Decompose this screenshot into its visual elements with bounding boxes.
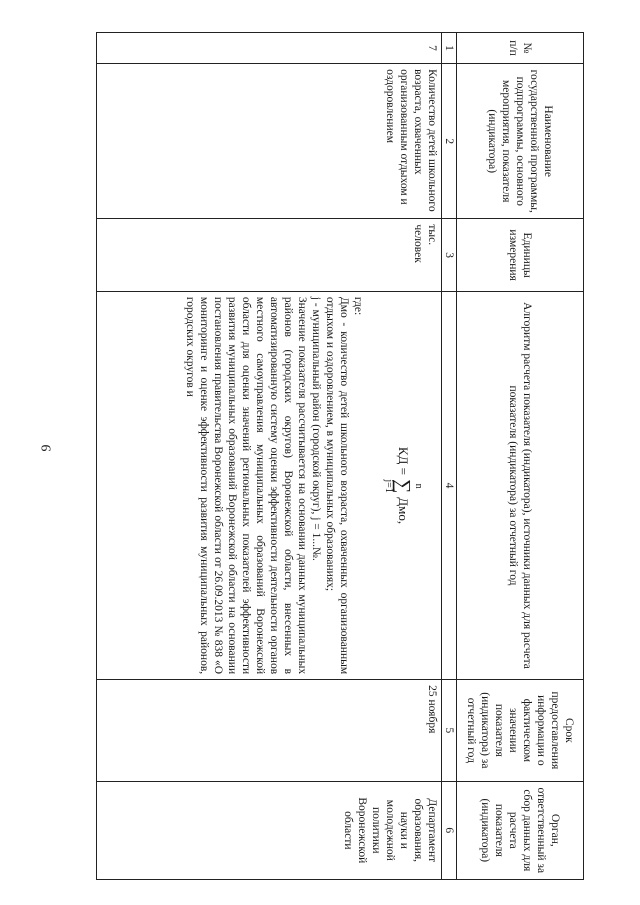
formula [383,297,423,674]
data-source: Значение показателя рассчитывается на основании данных муниципальных районов (городских округов) Воронежской области, внесенных в автоматизированную систему оценки эффективности деятельности органов местного самоуправления муниципальных образований Воронежской области для оценки значений региональных показателей эффективности развития муниципальных образований Воронежской области на основании постановления правительства Воронежской области от 26.09.2013 № 838 «О мониторинге и оценке эффективности развития муниципальных районов, городских округов и [183,296,308,675]
sum-upper: n [412,483,424,489]
header-agency: Орган, ответственный за сбор данных для расчета показателя (индикатора) [457,781,584,879]
indicator-algorithm [96,291,441,679]
sum-lower: j=1 [382,479,394,493]
header-unit: Единицы измерения [457,219,584,291]
where-label: где: [351,296,364,316]
responsible-agency: Департамент образования, науки и молодежной политики Воронежской области [96,781,441,879]
column-number: 5 [441,680,456,781]
sum-symbol [383,479,423,493]
column-number: 4 [441,291,456,679]
header-name: Наименование государственной программы, подпрограммы, основного мероприятия, показателя (индикатора) [457,64,584,219]
header-algorithm: Алгоритм расчета показателя (индикатора), источники данных для расчета показателя (индикатора) за отчетный год [457,291,584,679]
indicator-unit: тыс. человек [96,219,441,291]
indicator-name: Количество детей школьного возраста, охваченных организованным отдыхом и оздоровлением [96,64,441,219]
header-deadline: Срок предоставления информации о фактическом значении показателя (индикатора) за отчетный год [457,680,584,781]
column-number: 3 [441,219,456,291]
column-number: 6 [441,781,456,879]
row-number: 7 [96,33,441,64]
column-number: 1 [441,33,456,64]
column-number: 2 [441,64,456,219]
header-num: № п/п [457,33,584,64]
table-header-row [457,33,584,880]
page-number: 9 [39,444,55,452]
definition-j: j - муниципальный район (городской округ), j = 1...№. [309,296,322,561]
definition-dmo: Дмо - количество детей школьного возраста, охваченных организованным отдыхом и оздоровлением, в муниципальных образованиях; [323,296,350,675]
indicator-table [96,32,584,880]
column-number-row [441,33,456,880]
table-row [96,33,441,880]
indicator-deadline: 25 ноября [96,680,441,781]
rotated-sheet [64,32,584,880]
formula-rhs: Дмо, [395,497,411,525]
formula-lhs: КД = [395,446,411,475]
sigma-icon: ∑ [391,478,414,494]
